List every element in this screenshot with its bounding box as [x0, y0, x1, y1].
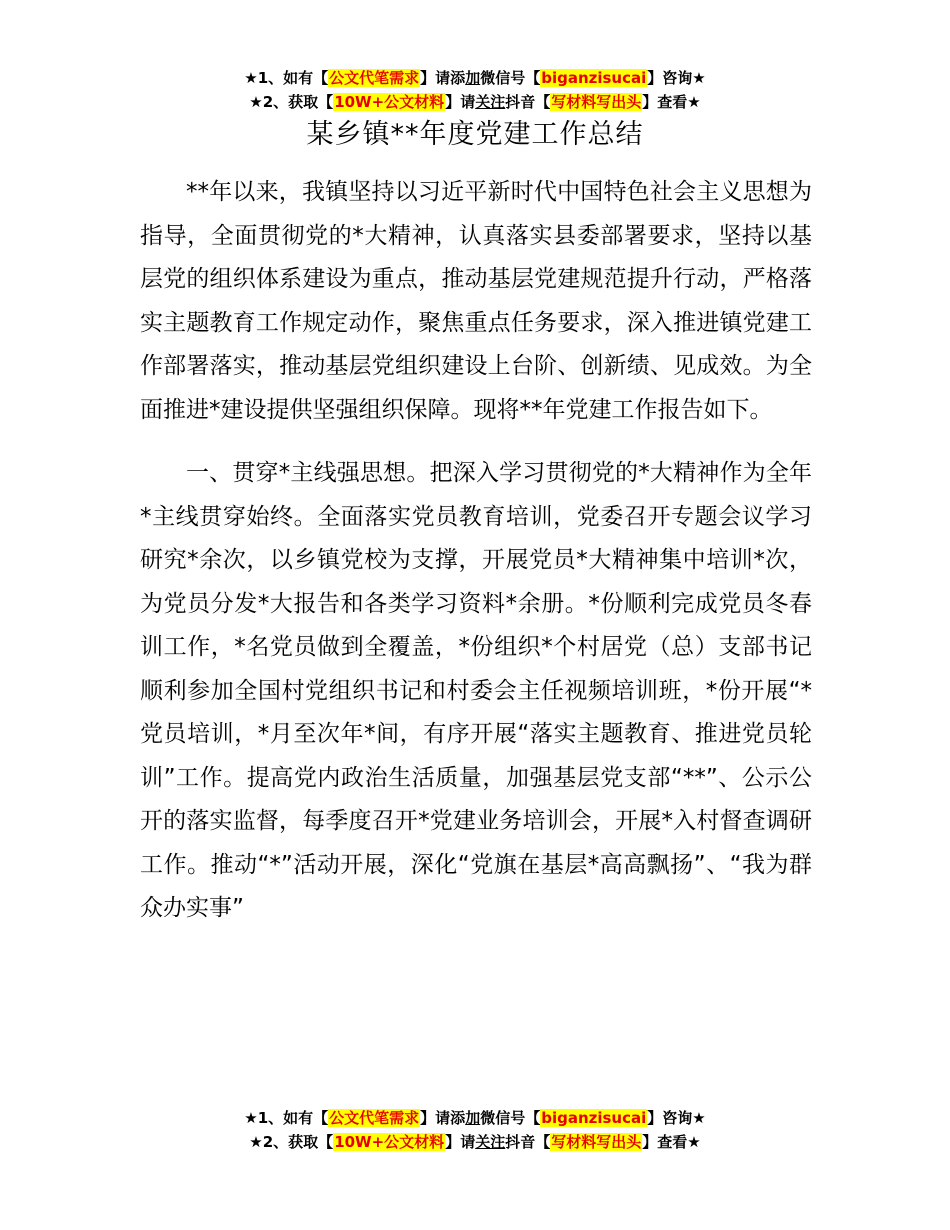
banner-text: 】查看★: [642, 1133, 701, 1151]
banner-text: 抖音【: [505, 93, 551, 111]
banner-text: 】查看★: [642, 93, 701, 111]
banner-text: ★2、获取【: [249, 1133, 334, 1151]
banner-highlight: 公文代笔需求: [329, 69, 420, 87]
banner-text: 】请添: [420, 1109, 466, 1127]
header-banner: [0, 66, 950, 114]
header-banner-line-1: [0, 66, 950, 90]
banner-text: 】咨询★: [647, 1109, 706, 1127]
banner-text: ★2、获取【: [249, 93, 334, 111]
banner-highlight: 公文代笔需求: [329, 1109, 420, 1127]
banner-text: 微信号【: [480, 69, 541, 87]
header-banner-line-2: [0, 90, 950, 114]
banner-text: 微信号【: [480, 1109, 541, 1127]
banner-text: 】请: [445, 93, 476, 111]
banner-underline: 加: [465, 69, 481, 87]
footer-banner-line-2: [0, 1130, 950, 1154]
banner-highlight: biganzisucai: [541, 1109, 647, 1127]
banner-text: ★1、如有【: [244, 69, 329, 87]
banner-text: 】咨询★: [647, 69, 706, 87]
banner-highlight: 写材料写出头: [551, 1133, 642, 1151]
paragraph-intro: **年以来，我镇坚持以习近平新时代中国特色社会主义思想为指导，全面贯彻党的*大精神，认真落实县委部署要求，坚持以基层党的组织体系建设为重点，推动基层党建规范提升行动，严格落实主题教育工作规定动作，聚焦重点任务要求，深入推进镇党建工作部署落实，推动基层党组织建设上台阶、创新绩、见成效。为全面推进*建设提供坚强组织保障。现将**年党建工作报告如下。: [140, 179, 812, 423]
footer-banner-line-1: [0, 1106, 950, 1130]
banner-text: ★1、如有【: [244, 1109, 329, 1127]
banner-text: 】请添: [420, 69, 466, 87]
banner-underline: 关注: [475, 1133, 506, 1151]
banner-underline: 加: [465, 1109, 481, 1127]
document-title: 某乡镇**年度党建工作总结: [306, 119, 644, 150]
banner-text: 】请: [445, 1133, 476, 1151]
footer-banner: [0, 1106, 950, 1154]
banner-highlight: biganzisucai: [541, 69, 647, 87]
banner-underline: 关注: [475, 93, 506, 111]
banner-highlight: 10W+公文材料: [334, 93, 445, 111]
banner-highlight: 10W+公文材料: [334, 1133, 445, 1151]
document-body: [140, 171, 812, 931]
banner-text: 抖音【: [505, 1133, 551, 1151]
paragraph-section-1: 一、贯穿*主线强思想。把深入学习贯彻党的*大精神作为全年*主线贯穿始终。全面落实党员教育培训，党委召开专题会议学习研究*余次，以乡镇党校为支撑，开展党员*大精神集中培训*次，为党员分发*大报告和各类学习资料*余册。*份顺利完成党员冬春训工作，*名党员做到全覆盖，*份组织*个村居党（总）支部书记顺利参加全国村党组织书记和村委会主任视频培训班，*份开展“*党员培训，*月至次年*间，有序开展“落实主题教育、推进党员轮训”工作。提高党内政治生活质量，加强基层党支部“**”、公示公开的落实监督，每季度召开*党建业务培训会，开展*入村督查调研工作。推动“*”活动开展，深化“党旗在基层*高高飘扬”、“我为群众办实事”: [140, 460, 813, 921]
banner-highlight: 写材料写出头: [551, 93, 642, 111]
